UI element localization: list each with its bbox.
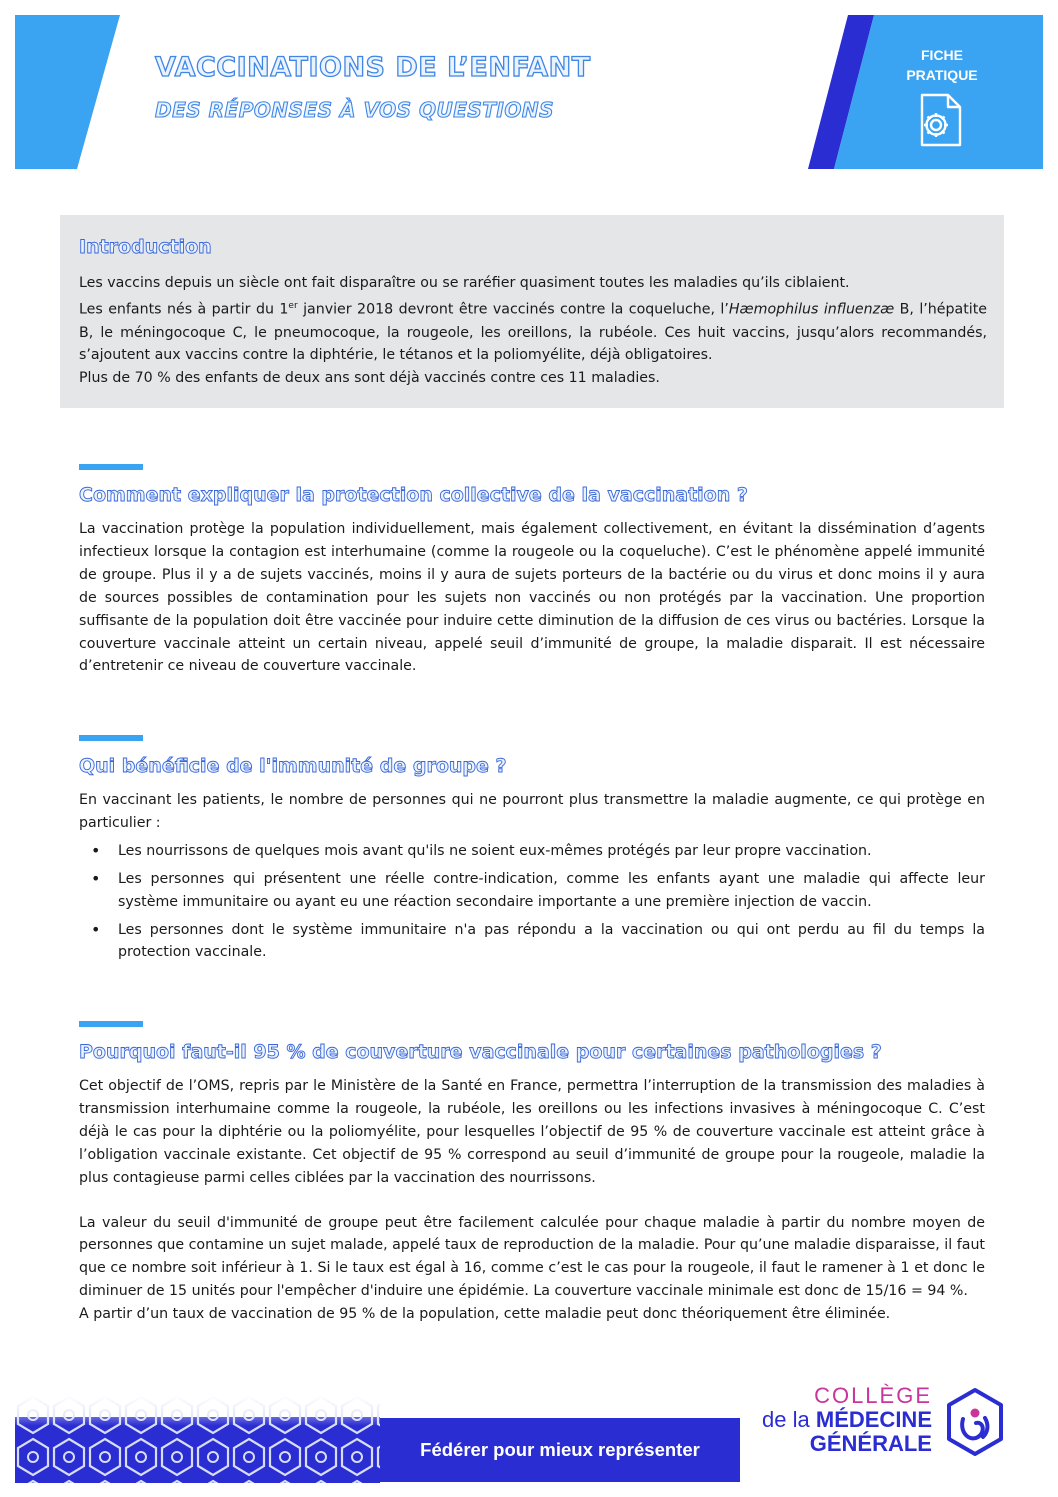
fiche-pratique-badge [892,45,992,85]
introduction-paragraph-3: Plus de 70 % des enfants de deux ans sont déjà vaccinés contre ces 11 maladies. [79,370,660,387]
intro-text-a: Les enfants nés à partir du 1 [79,301,289,318]
section-2-body [79,789,985,969]
logo-line-2-bold: MÉDECINE [815,1407,932,1432]
section-3-paragraph-1: Cet objectif de l’OMS, repris par le Ministère de la Santé en France, permettra l’interruption de la transmission des maladies à transmission interhumaine comme la rougeole, la rubéole, les oreillons ou les infections invasives à méningocoque C. C’est déjà le cas pour la diphtérie ou la poliomyélite, pour lesquelles l’objectif de 95 % de couverture vaccinale est atteint grâce à l’obligation vaccinale existante. Cet objectif de 95 % correspond au seuil d’immunité de groupe pour la rougeole, maladie la plus contagieuse parmi celles ciblées par la vaccination des nourrissons. [79,1078,985,1186]
intro-italic-term: Hæmophilus influenzæ [728,301,895,318]
footer-hexagon-pattern [15,1395,380,1483]
section-3-paragraph-2: La valeur du seuil d'immunité de groupe peut être facilement calculée pour chaque maladie à partir du nombre moyen de personnes que contamine un sujet malade, appelé taux de reproduction de la maladie. Pour qu’une maladie disparaisse, il faut que ce nombre soit inférieur à 1. Si le taux est égal à 16, comme c’est le cas pour la rougeole, il faut le ramener à 1 et donc le diminuer de 15 unités pour l'empêcher d'induire une épidémie. La couverture vaccinale minimale est donc de 15/16 = 94 %. [79,1214,985,1300]
logo-line-1: COLLÈGE [814,1383,932,1408]
header-left-band [15,15,120,169]
badge-line-2: PRATIQUE [906,67,978,83]
intro-superscript: er [288,300,298,311]
introduction-heading: Introduction [79,236,212,258]
section-3-accent-bar [79,1021,143,1027]
list-item: • Les personnes dont le système immunitaire n'a pas répondu a la vaccination ou qui ont perdu au fil du temps la protection vaccinale. [79,919,985,965]
section-1-body: La vaccination protège la population individuellement, mais également collectivement, en évitant la dissémination d’agents infectieux lorsque la contagion est interhumaine (comme la rougeole ou la coqueluche). C’est le phénomène appelé immunité de groupe. Plus il y a de sujets vaccinés, moins il y aura de sujets porteurs de la bactérie ou du virus et donc moins il y aura de sources possibles de contamination pour les sujets non vaccinés ou non protégés par la vaccination. Une proportion suffisante de la population doit être vaccinée pour induire cette diminution de la diffusion de ces virus ou bactéries. Lorsque la couverture vaccinale atteint un certain niveau, appelé seuil d’immunité de groupe, la maladie disparait. Il est nécessaire d’entretenir ce niveau de couverture vaccinale. [79,521,985,675]
logo-line-3: GÉNÉRALE [809,1431,932,1456]
section-3-heading: Pourquoi faut-il 95 % de couverture vaccinale pour certaines pathologies ? [79,1041,882,1063]
list-item: • Les nourrissons de quelques mois avant qu'ils ne soient eux-mêmes protégés par leur propre vaccination. [79,840,985,863]
list-item: • Les personnes qui présentent une réelle contre-indication, comme les enfants ayant une maladie qui affecte leur système immunitaire ou ayant eu une réaction secondaire importante a une première injection de vaccin. [79,868,985,914]
section-3-body [79,1075,985,1326]
introduction-body [79,272,987,390]
section-1-accent-bar [79,464,143,470]
hexagon-logo-icon [944,1387,1006,1457]
section-2-intro: En vaccinant les patients, le nombre de personnes qui ne pourront plus transmettre la maladie augmente, ce qui protège en particulier : [79,792,985,831]
college-logo-text [752,1384,932,1456]
beneficiaries-list [79,840,985,965]
section-2-heading: Qui bénéficie de l'immunité de groupe ? [79,755,507,777]
document-subtitle: DES RÉPONSES À VOS QUESTIONS [155,98,554,122]
section-3-paragraph-3: A partir d’un taux de vaccination de 95 % de la population, cette maladie peut donc théoriquement être éliminée. [79,1306,891,1323]
intro-text-c: B, l’hépatite B, le méningocoque C, le pneumocoque, la rougeole, les oreillons, la rubéole. Ces huit vaccins, jusqu’alors recommandés, s’ajoutent aux vaccins contre la diphtérie, le tétanos et la poliomyélite, déjà obligatoires. [79,301,987,364]
badge-line-1: FICHE [921,47,963,63]
footer-slogan-banner: Fédérer pour mieux représenter [380,1418,740,1482]
section-1-heading: Comment expliquer la protection collective de la vaccination ? [79,484,748,506]
introduction-paragraph-2 [79,295,987,367]
document-gear-icon [918,93,964,147]
section-2-accent-bar [79,735,143,741]
document-title: VACCINATIONS DE L’ENFANT [155,52,591,83]
logo-line-2-prefix: de la [762,1407,816,1432]
logo-line-2 [752,1408,932,1432]
introduction-paragraph-1: Les vaccins depuis un siècle ont fait disparaître ou se raréfier quasiment toutes les maladies qu’ils ciblaient. [79,275,850,291]
intro-text-b: janvier 2018 devront être vaccinés contre la coqueluche, l’ [297,301,729,318]
introduction-box [60,215,1004,408]
